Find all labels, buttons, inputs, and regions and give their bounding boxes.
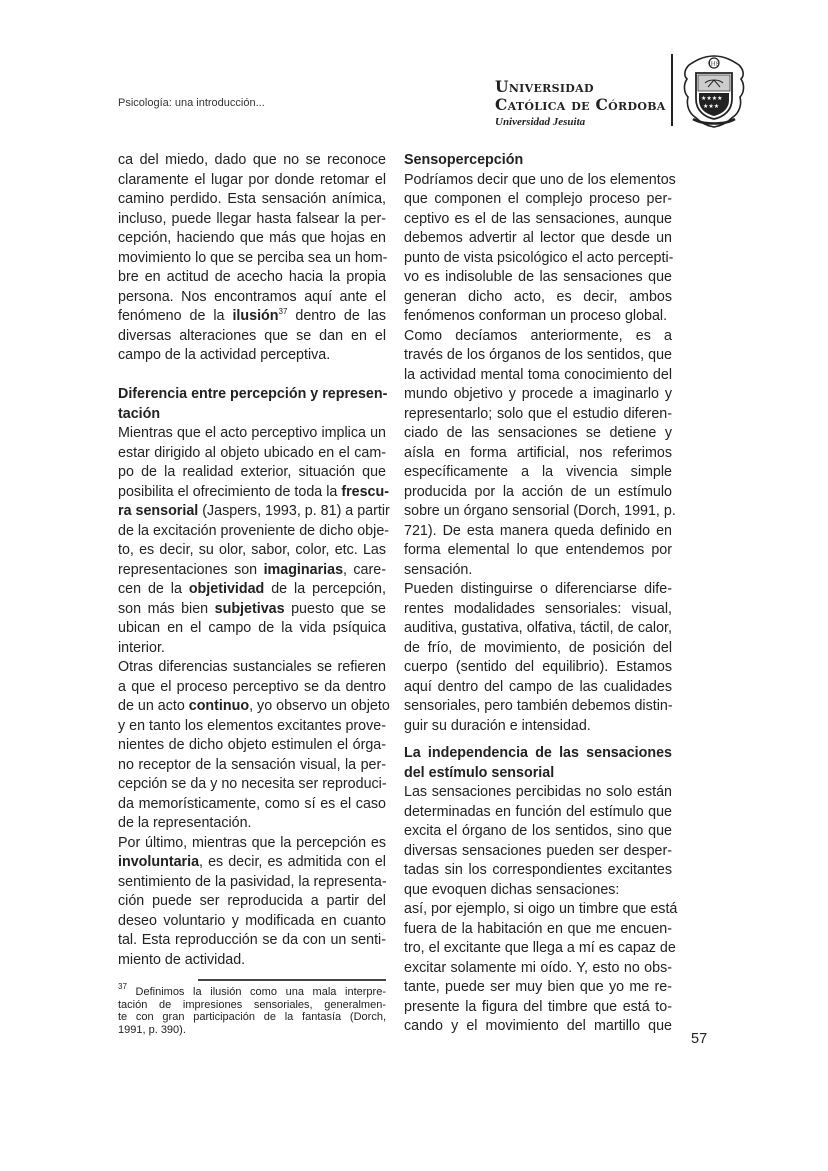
text-run: cando y el movimiento del martillo que (404, 1018, 672, 1034)
text-line (404, 900, 678, 920)
text-line (404, 920, 672, 940)
section-heading (404, 151, 672, 171)
text-line (118, 327, 386, 347)
brand-line-3: Universidad Jesuita (495, 116, 586, 128)
text-run: a que el proceso perceptivo se da dentro (118, 678, 386, 695)
text-run: miento de actividad. (118, 951, 246, 968)
text-line (118, 834, 386, 854)
text-run: , care- (343, 561, 386, 578)
page-number: 57 (691, 1031, 708, 1047)
text-run: cen de la (118, 581, 189, 597)
paragraph (118, 834, 386, 971)
text-run: del estímulo sensorial (404, 764, 555, 781)
text-line (404, 658, 672, 678)
bold-term: continuo (188, 698, 250, 714)
text-run: vo es indisoluble de las sensaciones que (404, 269, 672, 285)
text-run: tación (118, 405, 161, 422)
text-line (118, 522, 390, 542)
text-run: que evoquen dichas sensaciones: (404, 881, 620, 898)
text-line (118, 619, 386, 639)
text-line (118, 346, 386, 366)
text-line (118, 151, 386, 171)
text-line (404, 541, 672, 561)
text-line (118, 853, 386, 873)
text-run: de la representación. (118, 815, 252, 831)
section-heading (404, 744, 672, 783)
text-run: y en tanto los elementos excitantes prove- (118, 717, 386, 734)
text-run: sensación. (404, 561, 473, 578)
text-line (404, 803, 672, 823)
text-run: cepción se da y no necesita ser reproduci- (118, 776, 387, 792)
footnote-reference: 37 (118, 982, 127, 991)
text-line (404, 822, 672, 842)
text-line (404, 697, 672, 717)
paragraph (118, 658, 390, 834)
text-line (118, 658, 386, 678)
text-run: interior. (118, 639, 165, 656)
text-run: fenómeno de la (118, 308, 233, 324)
text-run: , es decir, es admitida con el (199, 854, 386, 870)
text-run: representaciones son (118, 561, 264, 578)
text-line (118, 1011, 386, 1024)
text-run: Podríamos decir que uno de los elementos (404, 171, 676, 188)
svg-text:★★★: ★★★ (703, 103, 720, 110)
text-run: puesto que se (284, 600, 386, 617)
text-run: Definimos la ilusión como una mala interpre- (126, 986, 386, 998)
text-run: posibilita el ofrecimiento de toda la (118, 483, 342, 500)
text-run: sobre un órgano sensorial (Dorch, 1991, p. (404, 503, 676, 519)
text-run: producida por la acción de un estímulo (404, 483, 672, 500)
text-run: Sensopercepción (404, 152, 524, 168)
text-run: tal. Esta reproducción se da con un senti- (118, 932, 386, 948)
text-line (404, 288, 672, 308)
text-run: específicamente a la vivencia simple (404, 464, 672, 480)
text-line (118, 931, 386, 951)
text-line (118, 717, 386, 737)
text-line (404, 639, 672, 659)
text-run: tro, el excitante que llega a mí es capaz de (404, 940, 676, 956)
text-line (404, 744, 672, 764)
text-run: deseo voluntario y modificada en cuanto (118, 912, 386, 929)
left-column (118, 151, 390, 970)
text-line (118, 561, 386, 581)
brand-line-2: Católica de Córdoba (495, 95, 666, 114)
text-run: representarlo; solo que el estudio diferen- (404, 405, 672, 422)
text-run: son más bien (118, 600, 215, 617)
text-run: rentes modalidades sensoriales: visual, (404, 600, 672, 617)
text-run: diversas alteraciones que se dan en el (118, 327, 386, 344)
text-line (118, 678, 386, 698)
text-run: ca del miedo, dado que no se reconoce (118, 152, 386, 168)
text-run: así, por ejemplo, si oigo un timbre que está (404, 901, 678, 917)
text-run: tante, puede ser muy bien que yo me re- (404, 979, 672, 995)
text-run: claramente el lugar por donde retomar el (118, 171, 386, 188)
text-line (404, 522, 672, 542)
text-line (118, 982, 386, 999)
text-line (404, 580, 672, 600)
text-line (118, 600, 386, 620)
text-run: movimiento lo que se perciba sea un hom- (118, 249, 388, 266)
text-line (404, 717, 672, 737)
text-run: de un acto (118, 698, 189, 714)
text-line (118, 502, 390, 522)
text-run: que componen el complejo proceso per- (404, 191, 672, 207)
bold-term: ilusión (232, 308, 279, 324)
text-line (404, 678, 672, 698)
text-line (404, 764, 672, 784)
text-line (118, 463, 386, 483)
text-run: sentimiento de la pasividad, la representa- (118, 873, 387, 890)
university-crest-icon (681, 53, 747, 129)
text-line (118, 229, 386, 249)
right-column (404, 151, 678, 1037)
text-line (404, 939, 676, 959)
text-run: Mientras que el acto perceptivo implica un (118, 425, 386, 441)
text-line (404, 307, 672, 327)
text-line (118, 444, 386, 464)
text-run: nientes de dicho objeto estimulen el órga- (118, 737, 386, 753)
text-line (404, 171, 676, 191)
text-line (404, 268, 672, 288)
text-line (118, 951, 386, 971)
text-run: incluso, puede llegar hasta falsear la per- (118, 210, 386, 227)
text-run: da memorísticamente, como sí es el caso (118, 795, 386, 812)
running-title: Psicología: una introducción... (118, 97, 265, 109)
bold-term: imaginarias (263, 561, 344, 578)
text-line (404, 998, 672, 1018)
text-run: Por último, mientras que la percepción es (118, 834, 386, 851)
text-line (118, 483, 390, 503)
text-line (118, 385, 386, 405)
text-run: ciado de las sensaciones se detiene y (404, 425, 672, 441)
text-run: campo de la actividad perceptiva. (118, 347, 331, 363)
text-line (404, 385, 672, 405)
text-line (404, 502, 676, 522)
text-line (118, 190, 386, 210)
text-line (404, 600, 672, 620)
text-line (118, 999, 386, 1012)
text-line (404, 249, 672, 269)
text-line (118, 210, 386, 230)
text-run: excita el órgano de los sentidos, sino que (404, 823, 672, 839)
text-line (404, 1017, 672, 1037)
text-run: ceptivo es el de las sensaciones, aunque (404, 210, 672, 227)
bold-term: ra sensorial (118, 503, 199, 519)
text-line (404, 151, 672, 171)
bold-term: subjetivas (214, 600, 285, 617)
text-run: La independencia de las sensaciones (404, 745, 672, 761)
paragraph (118, 151, 386, 366)
text-run: dentro de las (287, 308, 386, 324)
text-line (118, 892, 386, 912)
text-line (118, 307, 386, 327)
text-run: través de los órganos de los sentidos, que (404, 347, 672, 363)
text-run: estar dirigido al objeto ubicado en el cam- (118, 444, 386, 461)
section-heading (118, 385, 386, 424)
text-run: camino perdido. Esta sensación anímica, (118, 191, 386, 207)
text-line (404, 463, 672, 483)
text-run: de la percepción, (264, 581, 386, 597)
text-line (404, 327, 672, 347)
text-line (404, 959, 672, 979)
text-run: Como decíamos anteriormente, es a (404, 327, 672, 344)
text-line (404, 229, 672, 249)
university-logo-text (495, 78, 666, 130)
text-line (118, 171, 386, 191)
text-run: presente la figura del timbre que está to- (404, 998, 672, 1015)
text-run: 721). De esta manera queda definido en (404, 522, 672, 539)
text-run: auditiva, gustativa, olfativa, táctil, de calor, (404, 620, 672, 636)
text-line (404, 561, 672, 581)
text-line (118, 795, 386, 815)
bold-term: frescu- (341, 483, 390, 500)
text-run: de la excitación proveniente de dicho obje- (118, 522, 390, 539)
text-line (118, 912, 386, 932)
text-line (404, 783, 672, 803)
text-run: debemos advertir al lector que desde un (404, 230, 672, 246)
text-run: cepción, haciendo que más que hojas en (118, 230, 386, 246)
text-run: no receptor de la sensación visual, la per- (118, 756, 386, 773)
text-run: persona. Nos encontramos aquí ante el (118, 288, 386, 305)
text-run: excitar solamente mi oído. Y, esto no obs- (404, 959, 672, 976)
text-line (118, 697, 390, 717)
bold-term: involuntaria (118, 854, 200, 870)
text-line (118, 873, 386, 893)
svg-text:★★★★: ★★★★ (701, 95, 723, 102)
text-run: fenómenos conforman un proceso global. (404, 308, 668, 324)
text-line (118, 541, 386, 561)
text-run: Las sensaciones percibidas no solo están (404, 784, 672, 800)
text-run: (Jaspers, 1993, p. 81) a partir (198, 503, 390, 519)
text-run: te con gran participación de la fantasía (Dorch, (118, 1011, 386, 1024)
text-run: ubican en el campo de la vida psíquica (118, 620, 386, 636)
svg-text:IHS: IHS (708, 61, 720, 68)
text-line (404, 210, 672, 230)
text-line (404, 424, 672, 444)
text-line (118, 736, 386, 756)
text-line (118, 775, 386, 795)
text-run: aquí dentro del campo de las cualidades (404, 678, 672, 695)
text-run: Pueden distinguirse o diferenciarse dife- (404, 581, 672, 597)
text-line (118, 756, 386, 776)
text-run: Diferencia entre percepción y represen- (118, 386, 388, 402)
text-run: ción puede ser reproducida a partir del (118, 893, 386, 909)
footnote-reference: 37 (278, 307, 288, 316)
text-run: cuerpo (sentido del equilibrio). Estamos (404, 659, 672, 675)
paragraph (404, 580, 672, 736)
text-line (404, 366, 672, 386)
text-run: tación de impresiones sensoriales, generalmen- (118, 998, 386, 1011)
text-line (118, 424, 386, 444)
text-run: fuera de la habitación en que me encuen- (404, 920, 672, 937)
text-line (118, 268, 386, 288)
text-run: bre en actitud de acecho hacia la propia (118, 269, 386, 285)
text-line (404, 978, 672, 998)
text-line (404, 619, 672, 639)
text-line (404, 842, 672, 862)
text-line (118, 1024, 386, 1037)
text-line (118, 580, 386, 600)
text-run: to, es decir, su olor, sabor, color, etc. Las (118, 542, 386, 558)
text-run: 1991, p. 390). (118, 1023, 186, 1036)
text-run: sensoriales, pero también debemos distin- (404, 698, 673, 714)
text-line (404, 444, 672, 464)
paragraph (404, 783, 672, 900)
text-run: de frío, de movimiento, de posición del (404, 639, 672, 656)
text-line (118, 249, 386, 269)
text-run: determinadas en función del estímulo que (404, 803, 672, 820)
text-line (404, 881, 672, 901)
text-run: diversas sensaciones pueden ser desper- (404, 842, 672, 859)
text-run: po de la realidad exterior, situación que (118, 464, 386, 480)
text-line (118, 288, 386, 308)
text-run: guir su duración e intensidad. (404, 717, 591, 734)
text-run: la actividad mental toma conocimiento del (404, 366, 672, 383)
logo-divider (671, 54, 673, 126)
footnote-separator (198, 979, 386, 981)
text-run: Otras diferencias sustanciales se refieren (118, 659, 386, 675)
text-run: forma elemental lo que entendemos por (404, 542, 672, 558)
text-line (404, 483, 672, 503)
text-line (118, 405, 386, 425)
text-run: generan dicho acto, es decir, ambos (404, 288, 672, 305)
text-line (404, 861, 672, 881)
bold-term: objetividad (188, 581, 265, 597)
text-run: mundo objetivo y procede a imaginarlo y (404, 386, 672, 402)
footnote (118, 982, 386, 1036)
paragraph (404, 900, 678, 1037)
brand-line-1: Universidad (495, 77, 594, 96)
text-line (118, 639, 386, 659)
text-line (404, 346, 672, 366)
text-run: , yo observo un objeto (249, 698, 390, 714)
paragraph (404, 171, 676, 327)
paragraph (404, 327, 676, 581)
text-line (118, 814, 386, 834)
text-run: punto de vista psicológico el acto percepti- (404, 249, 674, 266)
text-run: aísla en forma artificial, nos referimos (404, 444, 672, 461)
text-run: tadas sin los correspondientes excitantes (404, 862, 672, 878)
paragraph (118, 424, 390, 658)
text-line (404, 405, 672, 425)
text-line (404, 190, 672, 210)
